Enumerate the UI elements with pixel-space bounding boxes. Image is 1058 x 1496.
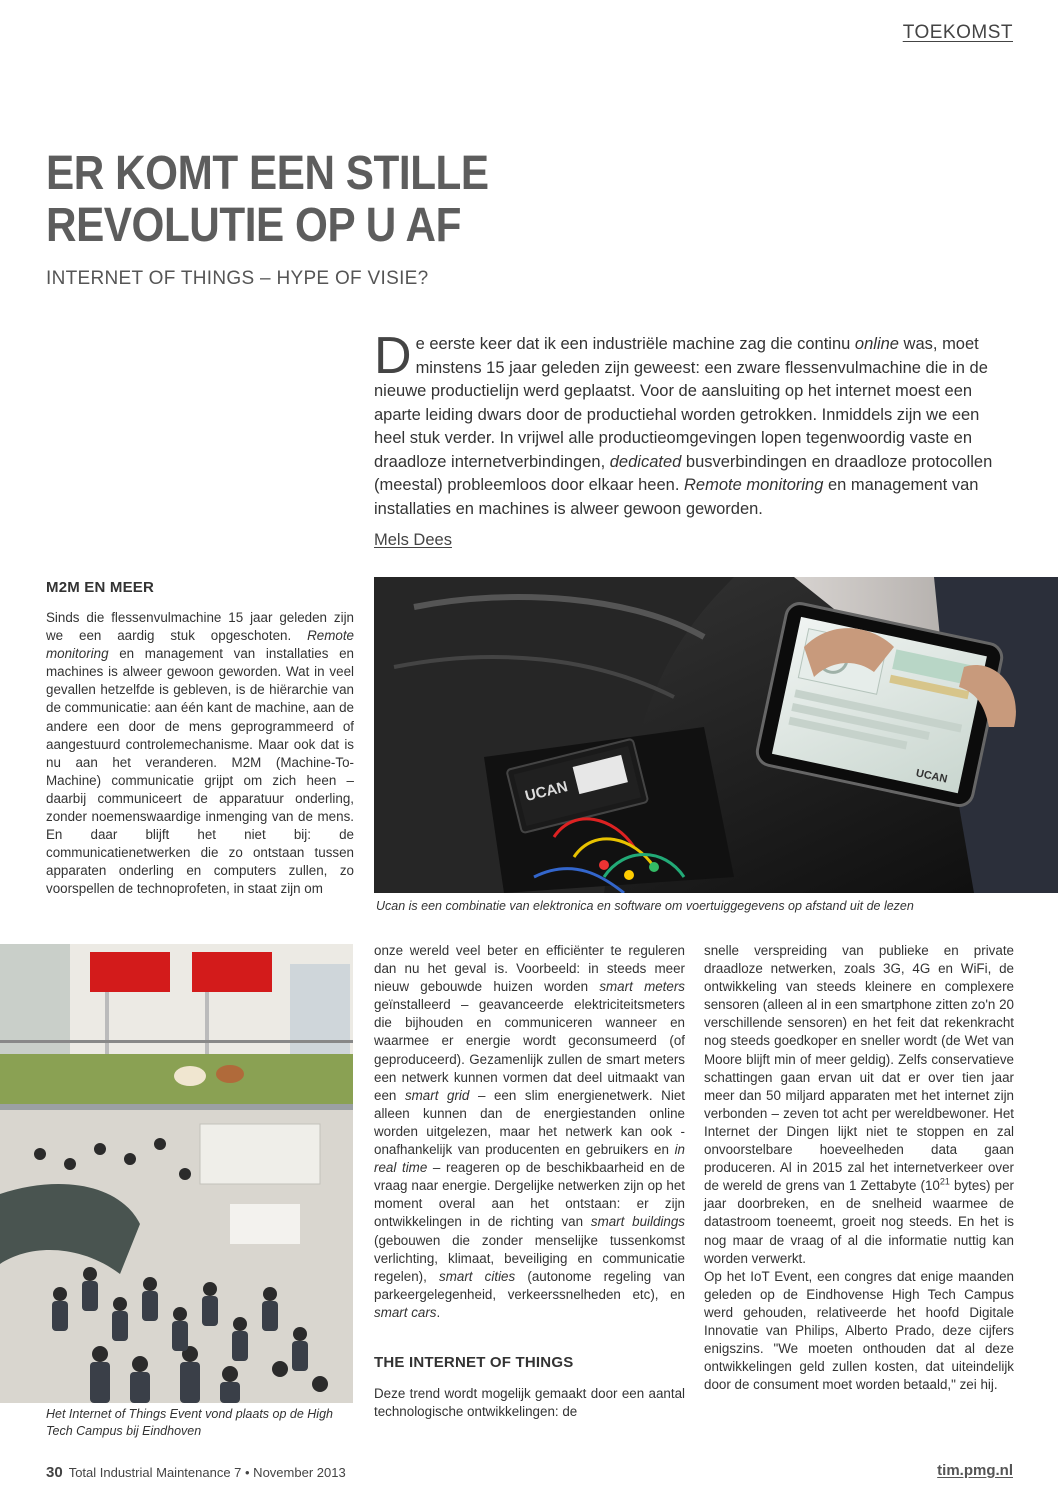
- tablet-label: UCAN: [914, 767, 949, 786]
- photo-event-illustration: [0, 944, 353, 1403]
- column-2: [374, 942, 685, 1421]
- author-byline[interactable]: Mels Dees: [374, 531, 452, 549]
- body-italic: smart buildings: [590, 1214, 685, 1230]
- section-heading-iot: THE INTERNET OF THINGS: [374, 1353, 574, 1371]
- lead-text: e eerste keer dat ik een industriële machine zag die continu: [415, 335, 855, 353]
- body-italic: smart cities: [439, 1268, 516, 1284]
- article-title: [46, 148, 662, 252]
- footer-left: [46, 1464, 346, 1481]
- body-italic: smart meters: [599, 979, 685, 995]
- column-3: [704, 942, 1014, 1394]
- body-italic: smart cars: [374, 1304, 437, 1320]
- page-number: 30: [46, 1464, 63, 1481]
- title-line-2: REVOLUTIE OP U AF: [46, 199, 461, 252]
- body-text: .: [436, 1304, 441, 1320]
- lead-paragraph: [374, 327, 1014, 521]
- lead-italic: Remote monitoring: [684, 476, 824, 494]
- lead-text: was, moet minstens 15 jaar geleden zijn geweest: een zware flessenvulmachine die in de nieuwe productielijn werd geplaatst. Voor de aansluiting op het internet moest een aparte leiding dwars door de productiehal worden getrokken. Inmiddels zijn we een heel stuk verder. In vrijwel alle productieomgevingen lopen tegenwoordig vaste en draadloze internetverbindingen,: [374, 335, 988, 471]
- body-italic: Remote monitoring: [46, 628, 354, 662]
- lead-text: busverbindingen en draadloze protocollen (meestal) probleemloos door elkaar heen.: [374, 452, 993, 494]
- device-label: UCAN: [523, 778, 570, 806]
- body-text: en management van installaties en machines is alweer gewoon geworden. Wat in veel gevallen hetzelfde is gebleven, is de hiërarchie van de communicatie: aan één kant de machine, aan de andere een door de mens geprogrammeerd of aangestuurd controlemechanisme. Maar ook dat is nu aan het veranderen. M2M (Machine-To-Machine) communicatie grijpt om zich heen – daarbij communiceert de apparatuur onderling, zonder noemenswaardige inmenging van de mens. En daar blijft het niet bij: de communicatienetwerken die zo ontstaan tussen apparaten onderling en computers zullen, zo voorspellen de technoprofeten, in staat zijn om: [46, 646, 354, 897]
- body-text: (autonome regeling van parkeergelegenheid, verkeerssnelheden etc), en: [374, 1268, 685, 1302]
- body-text: bytes) per jaar doorbreken, en de snelheid waarmee de datastroom toeneemt, groeit nog steeds. En het is nog maar de vraag of al die informatie nuttig kan worden verwerkt.: [704, 1178, 1014, 1266]
- drop-cap: D: [374, 327, 412, 385]
- caption-ucan: Ucan is een combinatie van elektronica en software om voertuiggegevens op afstand uit de lezen: [376, 899, 914, 913]
- column-1: [46, 579, 354, 899]
- lead-italic: dedicated: [609, 452, 682, 471]
- body-text: Sinds die flessenvulmachine 15 jaar geleden zijn we een aardig stuk opgeschoten.: [46, 610, 354, 644]
- body-text: – reageren op de beschikbaarheid en de vraag naar energie. Dergelijke netwerken zijn op het moment overal aan het ontstaan: er zijn ontwikkelingen in de richting van: [374, 1160, 685, 1230]
- body-text: (gebouwen die zonder menselijke tussenkomst verlichting, klimaat, beveiliging en communicatie regelen),: [374, 1232, 685, 1284]
- footer-url-link[interactable]: tim.pmg.nl: [937, 1462, 1013, 1479]
- photo-iot-event: [0, 944, 353, 1403]
- body-italic: smart grid: [404, 1087, 470, 1103]
- body-text: onze wereld veel beter en efficiënter te reguleren dan nu het geval is. Voorbeeld: in steeds meer nieuw gebouwde huizen worden: [374, 943, 685, 995]
- publication-name: Total Industrial Maintenance 7 • November 2013: [68, 1465, 346, 1480]
- photo-ucan-car: [374, 577, 1058, 893]
- body-paragraph: [704, 942, 1014, 1268]
- section-tag: TOEKOMST: [902, 22, 1013, 43]
- section-heading-m2m: M2M EN MEER: [46, 579, 155, 596]
- photo-ucan-illustration: [374, 577, 1058, 893]
- superscript: 21: [939, 1176, 950, 1187]
- body-paragraph: [374, 942, 685, 1322]
- article-subtitle: INTERNET OF THINGS – HYPE OF VISIE?: [46, 268, 429, 289]
- body-text: – een slim energienetwerk. Niet alleen kunnen dan de energiestanden online worden uitgelezen, maar het netwerk kan ook - onafhankelijk van producenten en gebruikers en: [374, 1087, 685, 1158]
- body-italic: in real time: [374, 1142, 685, 1176]
- lead-text: en management van installaties en machines is alweer gewoon geworden.: [374, 476, 979, 518]
- body-text: geïnstalleerd – geavanceerde elektriciteitsmeters die bijhouden en communiceren wanneer en waarmee er energie wordt geconsumeerd (of geproduceerd). Gezamenlijk zullen de smart meters een netwerk kunnen vormen dat deel uitmaakt van een: [374, 997, 685, 1103]
- caption-event: Het Internet of Things Event vond plaats op de High Tech Campus bij Eindhoven: [46, 1407, 333, 1438]
- title-line-1: ER KOMT EEN STILLE: [46, 147, 489, 200]
- body-paragraph: Deze trend wordt mogelijk gemaakt door een aantal technologische ontwikkelingen: de: [374, 1385, 685, 1420]
- body-text: snelle verspreiding van publieke en private draadloze netwerken, zoals 3G, 4G en WiFi, de ontwikkeling van steeds kleinere en complexere sensoren (alleen al in een smartphone zitten zo'n 20 verschillende sensoren) en het feit dat rekenkracht nog steeds goedkoper en sneller wordt (de Wet van Moore blijft min of meer geldig). Zelfs conservatieve schattingen gaan ervan uit dat er over tien jaar meer dan 50 miljard apparaten met het internet zijn verbonden – zeven tot acht per wereldbewoner. Het Internet der Dingen lijkt niet te stoppen en zal onvoorstelbare hoeveelheden data gaan produceren. Al in 2015 zal het internetverkeer over de wereld de grens van 1 Zettabyte (10: [704, 943, 1014, 1194]
- lead-italic: online: [854, 335, 899, 353]
- body-paragraph: [46, 609, 354, 899]
- body-paragraph: Op het IoT Event, een congres dat enige maanden geleden op de Eindhovense High Tech Campus werd gehouden, relativeerde het hoofd Digitale Innovatie van Philips, Alberto Prado, deze cijfers enigszins. "We moeten onthouden dat al deze ontwikkelingen geld zullen kosten, dat uiteindelijk door de consument moet worden betaald," zei hij.: [704, 1268, 1014, 1393]
